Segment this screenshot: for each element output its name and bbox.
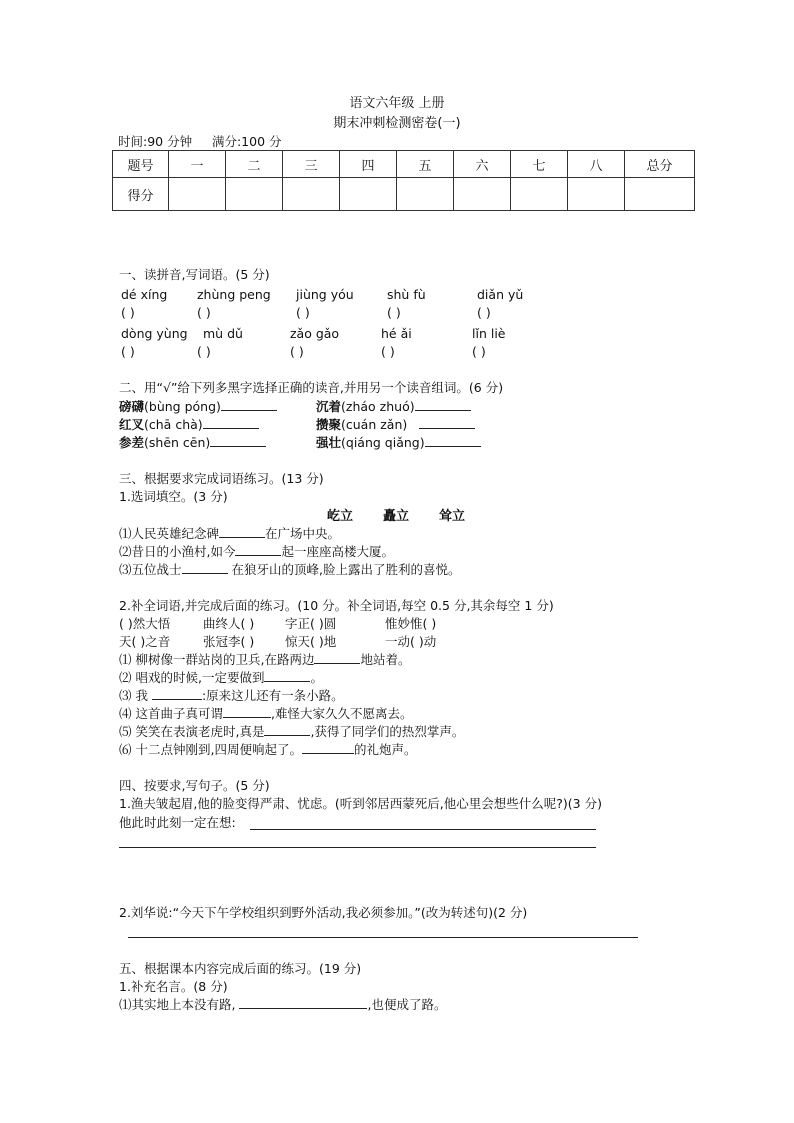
- sentence-prompt: 他此时此刻一定在想:: [119, 815, 236, 830]
- idiom-item: 惟妙惟( ): [385, 616, 437, 631]
- score-cell[interactable]: [511, 178, 568, 211]
- pinyin-row-1: [121, 287, 523, 303]
- table-header-cell: 一: [169, 151, 226, 178]
- fill-item: ⑴ 柳树像一群站岗的卫兵,在路两边 地站着。: [119, 652, 411, 667]
- answer-line[interactable]: [119, 847, 596, 848]
- table-header-cell: 六: [454, 151, 511, 178]
- table-row-label: 得分: [113, 178, 169, 211]
- fill-item: ⑴其实地上本没有路, ,也便成了路。: [119, 997, 447, 1012]
- idiom-row-1: [119, 616, 436, 632]
- table-header-cell: 二: [226, 151, 283, 178]
- pinyin-item: hé ǎi: [381, 326, 412, 341]
- reading-item: 磅礴(bùng póng): [119, 399, 277, 415]
- idiom-item: ( )然大悟: [119, 616, 171, 631]
- reading-item: 沉着(zháo zhuó): [316, 399, 471, 415]
- time-info: 时间:90 分钟 满分:100 分: [118, 134, 282, 149]
- idiom-item: 曲终人( ): [203, 616, 255, 631]
- pinyin-item: jiùng yóu: [296, 287, 354, 302]
- section3-sub2-title: 2.补全词语,并完成后面的练习。(10 分。补全词语,每空 0.5 分,其余每空 1 分): [119, 598, 554, 613]
- answer-row-2[interactable]: ( ) ( ) ( ) ( ) ( ): [121, 344, 486, 359]
- score-cell[interactable]: [283, 178, 340, 211]
- score-cell[interactable]: [169, 178, 226, 211]
- section3-sub1-title: 1.选词填空。(3 分): [119, 489, 228, 504]
- pinyin-item: zǎo gǎo: [290, 326, 340, 341]
- reading-item: 强壮(qiáng qiǎng): [316, 435, 481, 451]
- fill-item: ⑶五位战士 在狼牙山的顶峰,脸上露出了胜利的喜悦。: [119, 562, 461, 577]
- table-header-cell: 总分: [625, 151, 695, 178]
- fill-item: ⑵ 唱戏的时候,一定要做到 。: [119, 670, 323, 685]
- word-option: 屹立: [327, 509, 354, 524]
- idiom-item: 一动( )动: [385, 634, 437, 649]
- pinyin-row-2: [121, 326, 505, 342]
- fill-item: ⑴人民英雄纪念碑 在广场中央。: [119, 526, 341, 541]
- section2-title: 二、用“√”给下列多黑字选择正确的读音,并用另一个读音组词。(6 分): [119, 380, 504, 395]
- word-option: 耸立: [439, 509, 466, 524]
- score-cell[interactable]: [625, 178, 695, 211]
- idiom-item: 天( )之音: [119, 634, 171, 649]
- answer-line[interactable]: [128, 937, 638, 938]
- fill-item: ⑶ 我 :原来这儿还有一条小路。: [119, 688, 344, 703]
- section4-title: 四、按要求,写句子。(5 分): [119, 778, 270, 793]
- pinyin-item: lǐn liè: [472, 326, 506, 341]
- fill-item: ⑷ 这首曲子真可谓 ,难怪大家久久不愿离去。: [119, 706, 413, 721]
- table-header-cell: 三: [283, 151, 340, 178]
- word-option: 矗立: [383, 509, 410, 524]
- reading-item: 红叉(chā chà): [119, 417, 259, 433]
- answer-row-1[interactable]: ( ) ( ) ( ) ( ) ( ): [121, 305, 491, 320]
- score-cell[interactable]: [340, 178, 397, 211]
- table-header-cell: 七: [511, 151, 568, 178]
- pinyin-item: dòng yùng: [121, 326, 188, 341]
- section5-title: 五、根据课本内容完成后面的练习。(19 分): [119, 961, 362, 976]
- sentence-question-1: 1.渔夫皱起眉,他的脸变得严肃、忧虑。(听到邻居西蒙死后,他心里会想些什么呢?)(3 分): [119, 796, 602, 811]
- score-table: [112, 150, 695, 211]
- score-cell[interactable]: [226, 178, 283, 211]
- score-cell[interactable]: [397, 178, 454, 211]
- idiom-item: 张冠李( ): [203, 634, 255, 649]
- score-cell[interactable]: [568, 178, 625, 211]
- section1-title: 一、读拼音,写词语。(5 分): [119, 267, 270, 282]
- pinyin-item: dé xíng: [121, 287, 168, 302]
- reading-item: 攒聚(cuán zǎn): [316, 417, 475, 433]
- fill-item: ⑵昔日的小渔村,如今 起一座座高楼大厦。: [119, 544, 394, 559]
- reading-item: 参差(shēn cēn): [119, 435, 266, 451]
- table-header-cell: 四: [340, 151, 397, 178]
- word-options: [327, 508, 465, 525]
- table-header-cell: 八: [568, 151, 625, 178]
- table-header-label: 题号: [113, 151, 169, 178]
- answer-line[interactable]: [250, 829, 596, 830]
- pinyin-item: diǎn yǔ: [477, 287, 524, 302]
- section5-sub1-title: 1.补充名言。(8 分): [119, 979, 228, 994]
- paper-title: 语文六年级 上册: [349, 96, 445, 111]
- section3-title: 三、根据要求完成词语练习。(13 分): [119, 471, 324, 486]
- idiom-item: 惊天( )地: [285, 634, 337, 649]
- fill-item: ⑸ 笑笑在表演老虎时,真是 ,获得了同学们的热烈掌声。: [119, 724, 465, 739]
- score-cell[interactable]: [454, 178, 511, 211]
- idiom-item: 字正( )圆: [285, 616, 337, 631]
- pinyin-item: shù fù: [387, 287, 426, 302]
- sentence-question-2: 2.刘华说:“今天下午学校组织到野外活动,我必须参加。”(改为转述句)(2 分): [119, 905, 528, 920]
- idiom-row-2: [119, 634, 436, 650]
- pinyin-item: mù dǔ: [203, 326, 243, 341]
- pinyin-item: zhùng peng: [197, 287, 271, 302]
- paper-subtitle: 期末冲刺检测密卷(一): [333, 116, 461, 131]
- table-header-cell: 五: [397, 151, 454, 178]
- fill-item: ⑹ 十二点钟刚到,四周便响起了。 的礼炮声。: [119, 742, 417, 757]
